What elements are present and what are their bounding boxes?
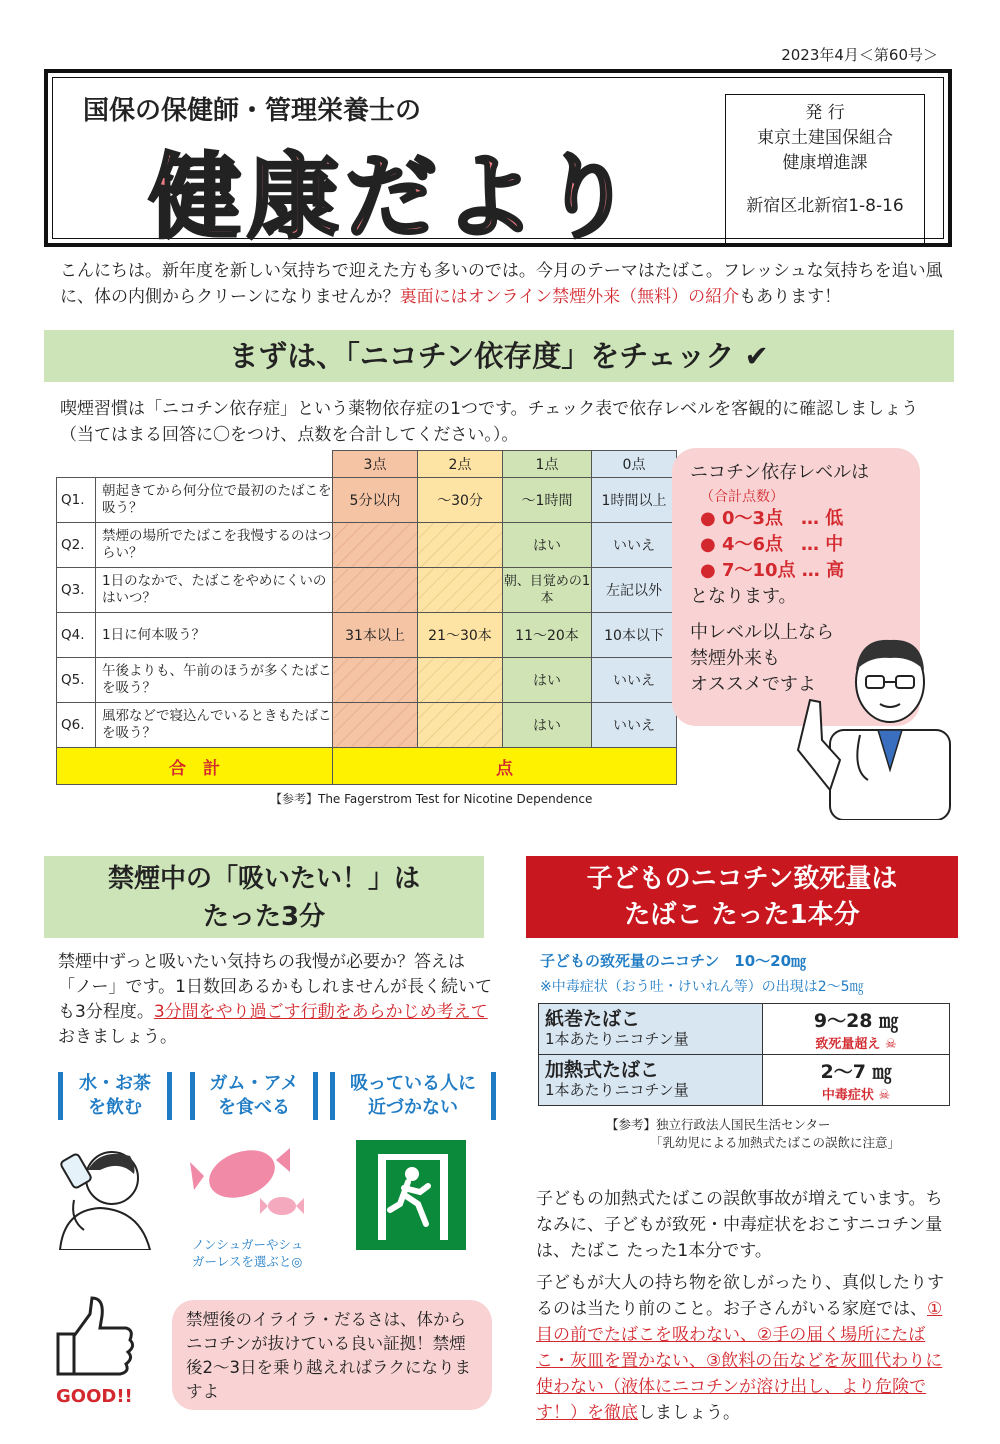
check-icon: ✔ — [744, 339, 769, 373]
candy-icon — [190, 1140, 310, 1230]
lethal-dose-line: 子どもの致死量のニコチン 10～20㎎ — [540, 952, 806, 970]
q-text: 1日に何本吸う？ — [96, 613, 333, 658]
header-title: 健康だより — [149, 144, 640, 251]
answer-cell-empty — [418, 703, 503, 748]
q-number: Q5. — [57, 658, 96, 703]
header-box — [44, 69, 952, 251]
answer-cell[interactable]: 5分以内 — [333, 478, 418, 523]
level-high: ● 7～10点 … 高 — [700, 560, 845, 581]
tag-drink-water — [58, 1072, 172, 1120]
answer-cell[interactable]: いいえ — [592, 658, 677, 703]
answer-cell[interactable]: 21～30本 — [418, 613, 503, 658]
drinking-person-illustration — [50, 1140, 165, 1250]
publisher-org1: 東京土建国保組合 — [757, 128, 893, 148]
section1-title — [44, 330, 954, 382]
answer-cell-empty — [418, 523, 503, 568]
paragraph2-end: しましょう。 — [638, 1403, 740, 1423]
q-number: Q3. — [57, 568, 96, 613]
level-low: ● 0～3点 … 低 — [700, 508, 844, 529]
section2-tail: おきましょう。 — [58, 1027, 177, 1047]
publisher-address: 新宿区北新宿1-8-16 — [746, 196, 904, 216]
intro-text — [60, 258, 950, 310]
heated-tobacco-cell — [539, 1055, 763, 1106]
cigarette-cell — [539, 1004, 763, 1055]
table-row — [57, 658, 677, 703]
section2-title — [44, 856, 484, 938]
answer-cell[interactable]: はい — [503, 703, 592, 748]
answer-cell-empty — [418, 568, 503, 613]
answer-cell-empty — [333, 703, 418, 748]
candy-note — [192, 1236, 303, 1270]
table-row — [57, 478, 677, 523]
thumbs-up-icon — [54, 1294, 138, 1378]
status-note — [764, 1084, 948, 1103]
tag-line: を食べる — [218, 1097, 290, 1118]
section1-text: 喫煙習慣は「ニコチン依存症」という薬物依存症の1つです。チェック表で依存レベルを客観的に確認しましょう（当てはまる回答に〇をつけ、点数を合計してください。）。 — [60, 399, 919, 445]
answer-cell-empty — [418, 658, 503, 703]
withdrawal-bubble: 禁煙後のイライラ・だるさは、体からニコチンが抜けている良い証拠！禁煙後2～3日を乗り越えればラクになりますよ — [172, 1300, 492, 1410]
answer-cell[interactable]: 朝、目覚めの1本 — [503, 568, 592, 613]
skull-icon: ☠ — [878, 1088, 891, 1103]
status-note — [764, 1033, 948, 1052]
section3-paragraph1: 子どもの加熱式たばこの誤飲事故が増えています。ちなみに、子どもが致死・中毒症状をおこすニコチン量は、たばこ たった1本分です。 — [536, 1189, 943, 1261]
bubble-line: 中レベル以上なら — [690, 622, 834, 643]
paragraph2-highlight: ①目の前でたばこを吸わない、②手の届く場所にたばこ・灰皿を置かない、③飲料の缶などを灰皿代わりに使わない（液体にニコチンが溶け出し、より危険です！）を徹底 — [536, 1299, 943, 1423]
section2-text — [58, 950, 498, 1050]
tag-line: を飲む — [88, 1097, 142, 1118]
table-row — [539, 1004, 950, 1055]
product-name: 加熱式たばこ — [545, 1059, 660, 1081]
answer-cell-empty — [333, 523, 418, 568]
answer-cell[interactable]: いいえ — [592, 703, 677, 748]
level-mid: ● 4～6点 … 中 — [700, 534, 844, 555]
answer-cell[interactable]: 11～20本 — [503, 613, 592, 658]
tag-avoid-smokers — [330, 1072, 496, 1120]
intro-highlight: 裏面にはオンライン禁煙外来（無料）の紹介 — [399, 287, 740, 307]
table-row — [57, 523, 677, 568]
reference-line: 【参考】独立行政法人国民生活センター — [606, 1117, 831, 1132]
answer-cell-empty — [333, 568, 418, 613]
total-row — [57, 748, 677, 785]
section2-highlight: 3分間をやり過ごす行動をあらかじめ考えて — [153, 1002, 488, 1022]
bubble-line: ニコチン依存レベルは — [690, 462, 870, 483]
bubble-sub: （合計点数） — [700, 489, 784, 505]
header-1pt: 1点 — [503, 451, 592, 478]
table-row — [539, 1055, 950, 1106]
nicotine-value: 2～7 ㎎ — [820, 1061, 892, 1083]
publisher-box — [725, 94, 925, 244]
q-text: 午後よりも、午前のほうが多くたばこを吸う？ — [96, 658, 333, 703]
header-subtitle: 国保の保健師・管理栄養士の — [83, 96, 422, 126]
q-text: 朝起きてから何分位で最初のたばこを吸う？ — [96, 478, 333, 523]
table-row — [57, 568, 677, 613]
status-note-text: 中毒症状 — [821, 1088, 874, 1103]
exit-sign-icon — [356, 1140, 466, 1250]
q-number: Q6. — [57, 703, 96, 748]
section3-title-line1: 子どものニコチン致死量は — [586, 864, 898, 894]
q-number: Q1. — [57, 478, 96, 523]
section2-body: 禁煙中ずっと吸いたい気持ちの我慢が必要か？答えは「ノー」です。1日数回あるかもしれませんが長く続いても3分程度。 — [58, 952, 492, 1022]
product-sub: 1本あたりニコチン量 — [545, 1081, 689, 1099]
candy-note-line: ガーレスを選ぶと◎ — [192, 1254, 303, 1269]
answer-cell[interactable]: はい — [503, 658, 592, 703]
answer-cell[interactable]: 1時間以上 — [592, 478, 677, 523]
intro-body: こんにちは。新年度を新しい気持ちで迎えた方も多いのでは。今月のテーマはたばこ。フレッシュな気持ちを追い風に、体の内側からクリーンになりませんか？ — [60, 261, 943, 307]
answer-cell[interactable]: 10本以下 — [592, 613, 677, 658]
section3-text — [536, 1186, 956, 1426]
reference-consumer-center — [606, 1116, 900, 1152]
heated-value-cell — [763, 1055, 950, 1106]
tag-line: 吸っている人に — [350, 1073, 476, 1094]
publisher-org2: 健康増進課 — [782, 153, 868, 173]
bubble-line: となります。 — [690, 586, 797, 607]
answer-cell[interactable]: ～1時間 — [503, 478, 592, 523]
paragraph2-start: 子どもが大人の持ち物を欲しがったり、真似したりするのは当たり前のこと。お子さんがいる家庭では、 — [536, 1273, 944, 1319]
tag-line: 近づかない — [368, 1097, 458, 1118]
total-label: 合 計 — [57, 748, 333, 785]
nicotine-amount-table — [538, 1003, 950, 1106]
bubble-line: 禁煙外来も — [690, 648, 780, 669]
poisoning-dose-line: ※中毒症状（おう吐・けいれん等）の出現は2～5㎎ — [540, 979, 864, 995]
answer-cell[interactable]: 左記以外 — [592, 568, 677, 613]
table-row — [57, 613, 677, 658]
section1-title-text: まずは、「ニコチン依存度」をチェック — [229, 339, 735, 373]
nicotine-check-table — [56, 450, 677, 785]
q-number: Q2. — [57, 523, 96, 568]
header-2pt: 2点 — [418, 451, 503, 478]
reference-line: 「乳幼児による加熱式たばこの誤飲に注意」 — [650, 1135, 901, 1150]
candy-note-line: ノンシュガーやシュ — [192, 1237, 304, 1252]
bubble-line: オススメですよ — [690, 674, 816, 695]
table-row — [57, 703, 677, 748]
tag-line: ガム・アメ — [209, 1073, 299, 1094]
tag-line: 水・お茶 — [79, 1073, 151, 1094]
total-input[interactable]: 点 — [333, 748, 677, 785]
answer-cell[interactable]: ～30分 — [418, 478, 503, 523]
q-number: Q4. — [57, 613, 96, 658]
intro-tail: もあります！ — [739, 287, 842, 307]
answer-cell[interactable]: はい — [503, 523, 592, 568]
product-name: 紙巻たばこ — [545, 1008, 641, 1030]
cigarette-value-cell — [763, 1004, 950, 1055]
header-3pt: 3点 — [333, 451, 418, 478]
section3-title-line2: たばこ たった1本分 — [624, 900, 860, 930]
reference-fagerstrom: 【参考】The Fagerstrom Test for Nicotine Dependence — [270, 792, 593, 806]
issue-date: 2023年4月＜第60号＞ — [781, 46, 938, 64]
section2-title-line1: 禁煙中の「吸いたい！」は — [107, 864, 420, 894]
status-note-text: 致死量超え — [815, 1037, 881, 1052]
q-text: 1日のなかで、たばこをやめにくいのはいつ？ — [96, 568, 333, 613]
section3-title — [526, 856, 958, 938]
answer-cell-empty — [333, 658, 418, 703]
product-sub: 1本あたりニコチン量 — [545, 1030, 689, 1048]
tag-eat-gum — [190, 1072, 318, 1120]
answer-cell[interactable]: いいえ — [592, 523, 677, 568]
section3-paragraph2 — [536, 1270, 956, 1426]
doctor-illustration — [790, 620, 960, 820]
answer-cell[interactable]: 31本以上 — [333, 613, 418, 658]
q-text: 風邪などで寝込んでいるときもたばこを吸う？ — [96, 703, 333, 748]
header-0pt: 0点 — [592, 451, 677, 478]
section2-title-line2: たった3分 — [202, 902, 326, 932]
nicotine-value: 9～28 ㎎ — [813, 1010, 899, 1032]
good-label: GOOD!! — [56, 1386, 133, 1407]
q-text: 禁煙の場所でたばこを我慢するのはつらい？ — [96, 523, 333, 568]
publisher-label: 発 行 — [805, 103, 845, 123]
skull-icon: ☠ — [884, 1037, 897, 1052]
